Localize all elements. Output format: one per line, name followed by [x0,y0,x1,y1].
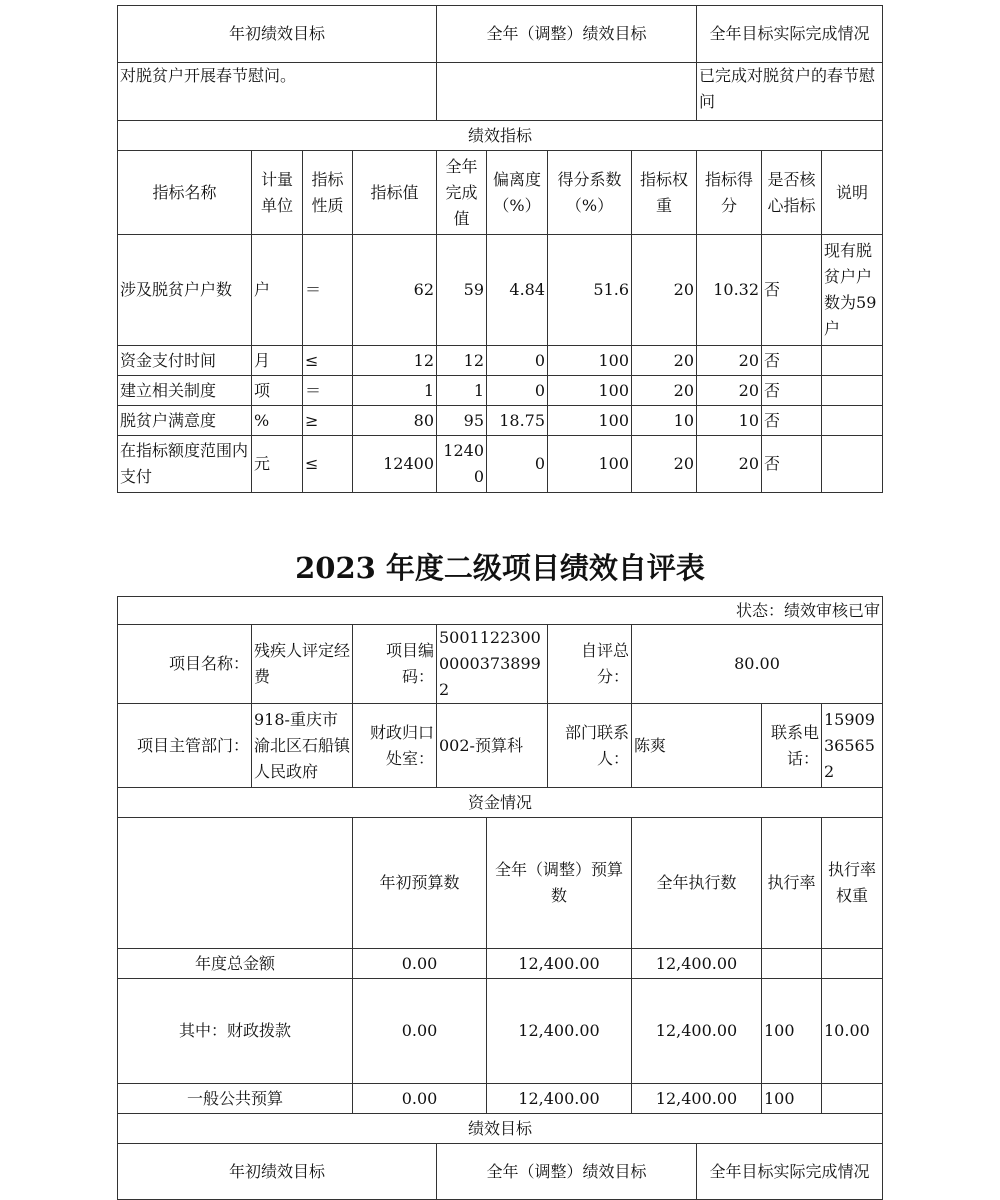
cell-deviation: 0 [487,436,548,493]
status-row [118,597,883,625]
fund-adjusted: 12,400.00 [487,979,632,1084]
cell-coefficient: 100 [548,376,632,406]
fund-executed: 12,400.00 [632,1084,762,1114]
cell-note [822,346,883,376]
goal-actual-text: 已完成对脱贫户的春节慰问 [697,63,883,121]
fund-rate: 100 [762,1084,822,1114]
col-header-nature: 指标性质 [303,151,353,235]
fund-row-label: 其中：财政拨款 [118,979,353,1084]
cell-core: 否 [762,346,822,376]
cell-coefficient: 51.6 [548,235,632,346]
cell-note [822,406,883,436]
cell-unit: 户 [252,235,303,346]
cell-unit: 元 [252,436,303,493]
table-row [118,949,883,979]
cell-target: 12 [353,346,437,376]
goal-header-adjusted: 全年（调整）绩效目标 [437,1144,697,1200]
table-row [118,376,883,406]
fund-header-adjusted: 全年（调整）预算数 [487,818,632,949]
section-funds-title: 资金情况 [118,788,883,818]
cell-deviation: 0 [487,346,548,376]
fund-initial: 0.00 [353,1084,487,1114]
cell-core: 否 [762,235,822,346]
cell-note [822,436,883,493]
cell-target: 62 [353,235,437,346]
fund-adjusted: 12,400.00 [487,1084,632,1114]
cell-nature: ＝ [303,376,353,406]
cell-completed: 12400 [437,436,487,493]
fund-adjusted: 12,400.00 [487,949,632,979]
fund-rate-weight [822,949,883,979]
section-header-row [118,121,883,151]
project-name-value: 残疾人评定经费 [252,625,353,704]
cell-note: 现有脱贫户户数为59户 [822,235,883,346]
cell-coefficient: 100 [548,436,632,493]
cell-target: 80 [353,406,437,436]
cell-nature: ≤ [303,346,353,376]
cell-name: 在指标额度范围内支付 [118,436,252,493]
cell-score: 10.32 [697,235,762,346]
performance-indicator-table [117,5,883,493]
fund-header-rate-weight: 执行率权重 [822,818,883,949]
cell-score: 20 [697,346,762,376]
col-header-name: 指标名称 [118,151,252,235]
project-self-evaluation-table [117,596,883,1200]
cell-nature: ≥ [303,406,353,436]
col-header-completed: 全年完成值 [437,151,487,235]
fund-executed: 12,400.00 [632,949,762,979]
cell-unit: 项 [252,376,303,406]
cell-name: 资金支付时间 [118,346,252,376]
cell-target: 12400 [353,436,437,493]
cell-weight: 20 [632,436,697,493]
col-header-score: 指标得分 [697,151,762,235]
goal-header-adjusted: 全年（调整）绩效目标 [437,6,697,63]
goal-header-initial: 年初绩效目标 [118,6,437,63]
fund-initial: 0.00 [353,949,487,979]
cell-completed: 59 [437,235,487,346]
col-header-core: 是否核心指标 [762,151,822,235]
cell-completed: 1 [437,376,487,406]
goal-content-row [118,63,883,121]
table-row [118,436,883,493]
cell-note [822,376,883,406]
col-header-coefficient: 得分系数（%） [548,151,632,235]
col-header-deviation: 偏离度（%） [487,151,548,235]
office-label: 财政归口处室： [353,704,437,788]
section-goals-title: 绩效目标 [118,1114,883,1144]
contact-label: 部门联系人： [548,704,632,788]
fund-row-label: 一般公共预算 [118,1084,353,1114]
table-row [118,235,883,346]
cell-weight: 10 [632,406,697,436]
cell-weight: 20 [632,346,697,376]
table-row [118,1084,883,1114]
fund-header-rate: 执行率 [762,818,822,949]
cell-deviation: 0 [487,376,548,406]
cell-score: 20 [697,376,762,406]
fund-header-executed: 全年执行数 [632,818,762,949]
score-value: 80.00 [632,625,883,704]
cell-name: 脱贫户满意度 [118,406,252,436]
fund-header-blank [118,818,353,949]
goal-adjusted-text [437,63,697,121]
dept-label: 项目主管部门： [118,704,252,788]
fund-header-row [118,818,883,949]
indicator-header-row [118,151,883,235]
cell-core: 否 [762,406,822,436]
fund-executed: 12,400.00 [632,979,762,1084]
document-title: 2023 年度二级项目绩效自评表 [295,551,705,585]
project-name-label: 项目名称： [118,625,252,704]
phone-value: 15909365652 [822,704,883,788]
fund-rate [762,949,822,979]
score-label: 自评总分： [548,625,632,704]
cell-completed: 12 [437,346,487,376]
project-code-label: 项目编码： [353,625,437,704]
cell-coefficient: 100 [548,406,632,436]
col-header-unit: 计量单位 [252,151,303,235]
cell-score: 20 [697,436,762,493]
fund-rate-weight: 10.00 [822,979,883,1084]
cell-deviation: 4.84 [487,235,548,346]
cell-core: 否 [762,436,822,493]
cell-unit: % [252,406,303,436]
cell-core: 否 [762,376,822,406]
goal-header-initial: 年初绩效目标 [118,1144,437,1200]
cell-deviation: 18.75 [487,406,548,436]
project-info-row [118,625,883,704]
cell-name: 建立相关制度 [118,376,252,406]
table-row [118,346,883,376]
section-indicators-title: 绩效指标 [118,121,883,151]
phone-label: 联系电话： [762,704,822,788]
cell-score: 10 [697,406,762,436]
dept-value: 918-重庆市渝北区石船镇人民政府 [252,704,353,788]
fund-row-label: 年度总金额 [118,949,353,979]
contact-value: 陈爽 [632,704,762,788]
fund-initial: 0.00 [353,979,487,1084]
table-row [118,406,883,436]
fund-header-initial: 年初预算数 [353,818,487,949]
cell-weight: 20 [632,235,697,346]
cell-target: 1 [353,376,437,406]
goal-header-actual: 全年目标实际完成情况 [697,6,883,63]
section-header-row [118,1114,883,1144]
cell-unit: 月 [252,346,303,376]
fund-rate: 100 [762,979,822,1084]
table-row [118,979,883,1084]
goal-header-row [118,1144,883,1200]
fund-rate-weight [822,1084,883,1114]
cell-name: 涉及脱贫户户数 [118,235,252,346]
goal-header-row [118,6,883,63]
office-value: 002-预算科 [437,704,548,788]
goal-header-actual: 全年目标实际完成情况 [697,1144,883,1200]
section-header-row [118,788,883,818]
col-header-weight: 指标权重 [632,151,697,235]
cell-completed: 95 [437,406,487,436]
goal-initial-text: 对脱贫户开展春节慰问。 [118,63,437,121]
cell-nature: ≤ [303,436,353,493]
cell-nature: ＝ [303,235,353,346]
cell-weight: 20 [632,376,697,406]
project-code-value: 500112230000003738992 [437,625,548,704]
status-badge: 状态：绩效审核已审 [118,597,883,625]
col-header-note: 说明 [822,151,883,235]
cell-coefficient: 100 [548,346,632,376]
col-header-target: 指标值 [353,151,437,235]
department-row [118,704,883,788]
